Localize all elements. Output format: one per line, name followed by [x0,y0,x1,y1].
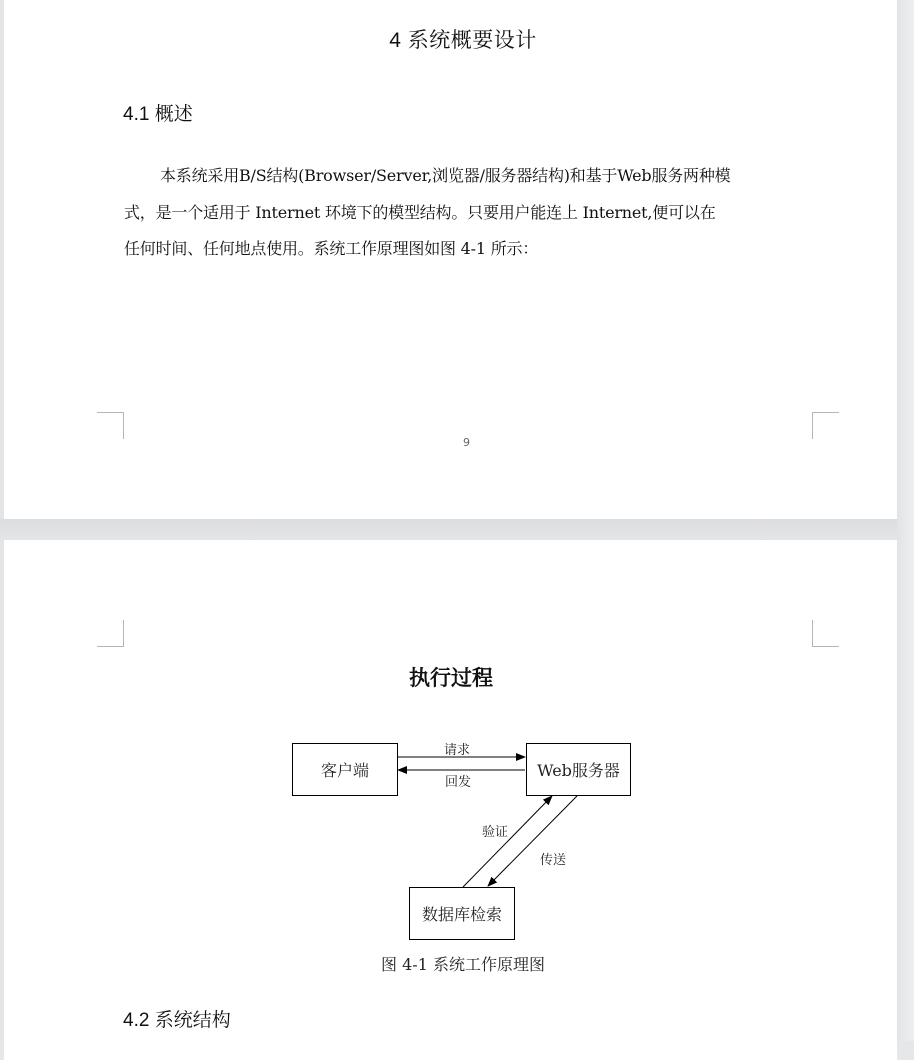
chapter-title: 4 系统概要设计 [389,29,537,52]
web-server-node [526,743,631,796]
verify-arrow [463,796,552,887]
paragraph-line: 式，是一个适用于 Internet 环境下的模型结构。只要用户能连上 Internet,便可以在 [124,202,716,222]
transfer-label: 传送 [540,853,567,868]
figure-caption: 图 4-1 系统工作原理图 [381,955,545,974]
transfer-arrow [488,796,577,886]
section-heading-4-1: 4.1 概述 [123,104,193,125]
page-number: 9 [463,436,470,449]
viewer-scroll-gutter[interactable] [897,0,914,1041]
client-node-label: 客户端 [320,761,369,780]
request-label: 请求 [444,743,471,758]
paragraph-line: 任何时间、任何地点使用。系统工作原理图如图 4-1 所示： [124,239,539,258]
paragraph-line: 本系统采用B/S结构(Browser/Server,浏览器/服务器结构)和基于Web服务两种模 [160,166,731,185]
web-server-node-label: Web服务器 [537,761,620,780]
verify-label: 验证 [482,825,509,840]
section-heading-4-2: 4.2 系统结构 [123,1010,231,1031]
database-node [409,887,515,940]
response-label: 回发 [445,775,472,790]
client-node [292,743,398,796]
database-node-label: 数据库检索 [421,905,502,924]
diagram-title: 执行过程 [409,665,493,690]
